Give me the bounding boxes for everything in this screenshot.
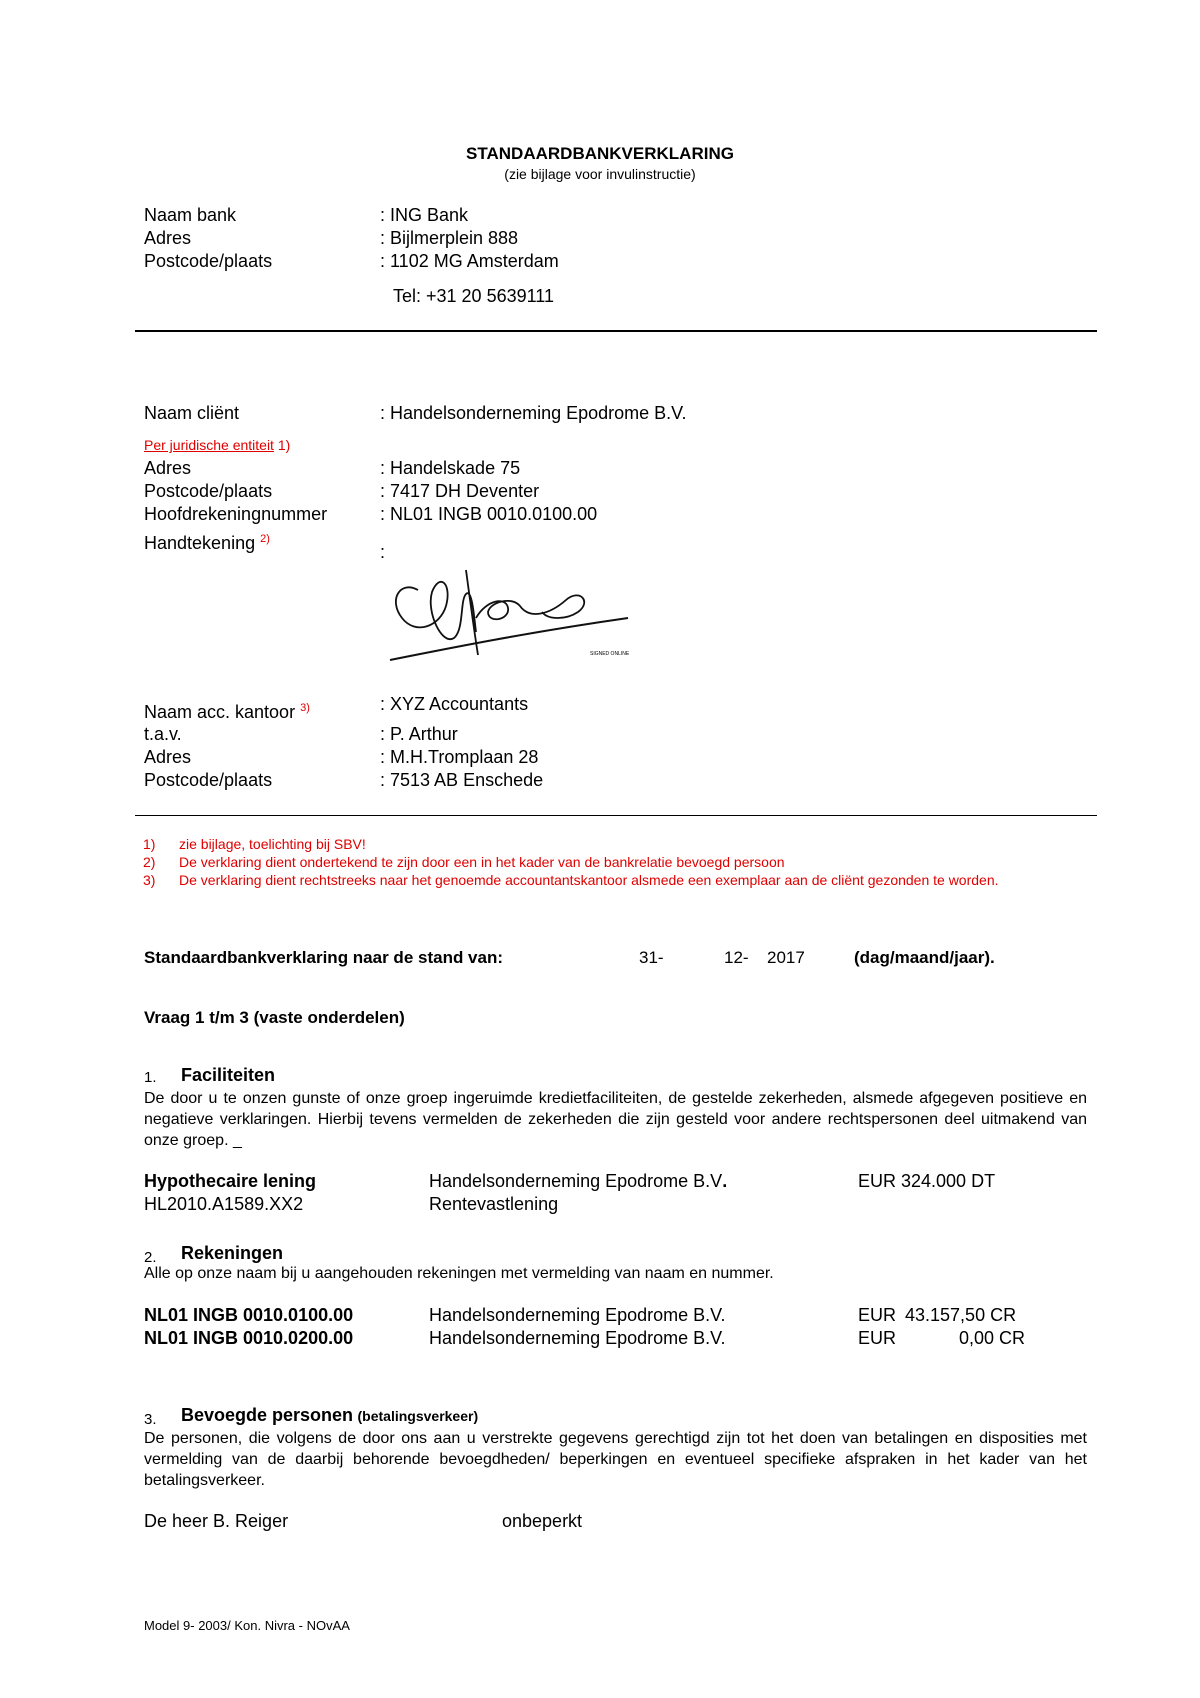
section1-text <box>144 1088 1087 1151</box>
section2-text: Alle op onze naam bij u aangehouden rekeningen met vermelding van naam en nummer. <box>144 1265 774 1282</box>
signature-colon: : <box>380 542 386 562</box>
client-name-value: : Handelsonderneming Epodrome B.V. <box>380 403 687 423</box>
facility-name: Hypothecaire lening <box>144 1171 317 1191</box>
signature-label <box>144 533 270 554</box>
accountant-office-ref: 3) <box>300 702 310 714</box>
account-amount: 43.157,50 CR <box>905 1305 1017 1325</box>
client-account-label: Hoofdrekeningnummer <box>144 504 328 524</box>
section1-number: 1. <box>144 1069 157 1086</box>
footnote-text: De verklaring dient ondertekend te zijn door een in het kader van de bankrelatie bevoegd persoon <box>179 854 785 870</box>
client-address-label: Adres <box>144 458 192 478</box>
footnote-text: zie bijlage, toelichting bij SBV! <box>179 836 366 852</box>
authorized-person: De heer B. Reiger <box>144 1511 289 1531</box>
accountant-office-label <box>144 702 310 723</box>
account-number: NL01 INGB 0010.0200.00 <box>144 1328 354 1348</box>
section2-number: 2. <box>144 1249 157 1266</box>
accountant-office-value: : XYZ Accountants <box>380 694 529 714</box>
questions-heading: Vraag 1 t/m 3 (vaste onderdelen) <box>144 1008 405 1027</box>
accountant-attn-value: : P. Arthur <box>380 724 458 744</box>
client-account-value: : NL01 INGB 0010.0100.00 <box>380 504 598 524</box>
accountant-postal-label: Postcode/plaats <box>144 770 273 790</box>
footnote-number: 2) <box>143 854 156 870</box>
document-title: STANDAARDBANKVERKLARING <box>466 144 734 163</box>
bank-telephone: Tel: +31 20 5639111 <box>393 286 554 306</box>
statement-date-label: Standaardbankverklaring naar de stand van: <box>144 948 504 967</box>
section3-text: De personen, die volgens de door ons aan u verstrekte gegevens gerechtigd zijn tot het doen van betalingen en disposities met vermelding van de daarbij behorende bevoegdheden/ beperkingen en eventueel specifieke afspraken in het kader van het betalingsverkeer. <box>144 1430 1087 1489</box>
section1-title: Faciliteiten <box>181 1065 276 1085</box>
accountant-office-label-text: Naam acc. kantoor <box>144 702 296 722</box>
divider-top <box>135 330 1097 332</box>
page-footer: Model 9- 2003/ Kon. Nivra - NOvAA <box>144 1618 350 1633</box>
facility-amount: EUR 324.000 DT <box>858 1171 996 1191</box>
accountant-address-value: : M.H.Tromplaan 28 <box>380 747 539 767</box>
footnote-text: De verklaring dient rechtstreeks naar het genoemde accountantskantoor alsmede een exemplaar aan de cliënt gezonden te worden. <box>179 872 999 888</box>
bank-name-value: : ING Bank <box>380 205 469 225</box>
facility-reference: HL2010.A1589.XX2 <box>144 1194 304 1214</box>
entity-note-text: Per juridische entiteit <box>144 437 274 453</box>
client-postal-value: : 7417 DH Deventer <box>380 481 540 501</box>
bank-postal-value: : 1102 MG Amsterdam <box>380 251 559 271</box>
account-holder: Handelsonderneming Epodrome B.V. <box>429 1328 726 1348</box>
statement-year: 2017 <box>767 948 805 967</box>
client-postal-label: Postcode/plaats <box>144 481 273 501</box>
statement-date-format: (dag/maand/jaar). <box>854 948 995 967</box>
bank-address-label: Adres <box>144 228 192 248</box>
account-holder: Handelsonderneming Epodrome B.V. <box>429 1305 726 1325</box>
section1-text-suffix: _ <box>232 1132 242 1149</box>
section3-title-text: Bevoegde personen <box>181 1405 354 1425</box>
statement-month: 12- <box>724 948 749 967</box>
section3-title-note: (betalingsverkeer) <box>357 1408 479 1424</box>
handwritten-signature <box>380 560 640 670</box>
accountant-attn-label: t.a.v. <box>144 724 182 744</box>
section2-title: Rekeningen <box>181 1243 284 1263</box>
accountant-postal-value: : 7513 AB Enschede <box>380 770 544 790</box>
signature-watermark: SIGNED ONLINE <box>590 651 630 657</box>
footnote-number: 1) <box>143 836 156 852</box>
section3-title <box>181 1405 478 1426</box>
authorized-person-authority: onbeperkt <box>502 1511 583 1531</box>
footnote-number: 3) <box>143 872 156 888</box>
facility-type: Rentevastlening <box>429 1194 559 1214</box>
accountant-address-label: Adres <box>144 747 192 767</box>
account-currency: EUR <box>858 1305 897 1325</box>
entity-note <box>144 437 290 453</box>
facility-holder-dot: . <box>722 1171 728 1191</box>
facility-holder <box>429 1171 727 1192</box>
account-amount: 0,00 CR <box>959 1328 1026 1348</box>
bank-name-label: Naam bank <box>144 205 237 225</box>
client-name-label: Naam cliënt <box>144 403 240 423</box>
document-subtitle: (zie bijlage voor invulinstructie) <box>504 166 696 182</box>
bank-address-value: : Bijlmerplein 888 <box>380 228 519 248</box>
signature-label-text: Handtekening <box>144 533 256 553</box>
account-currency: EUR <box>858 1328 897 1348</box>
statement-day: 31- <box>639 948 664 967</box>
divider-bottom <box>135 815 1097 816</box>
client-address-value: : Handelskade 75 <box>380 458 521 478</box>
signature-ref: 2) <box>260 533 270 545</box>
facility-holder-text: Handelsonderneming Epodrome B.V <box>429 1171 723 1191</box>
entity-note-ref: 1) <box>277 437 291 453</box>
account-number: NL01 INGB 0010.0100.00 <box>144 1305 354 1325</box>
section3-number: 3. <box>144 1411 157 1428</box>
section1-text-body: De door u te onzen gunste of onze groep ingeruimde kredietfaciliteiten, de gestelde zekerheden, alsmede afgegeven positieve en negatieve verklaringen. Hierbij tevens vermelden de zekerheden die zijn gesteld voor andere rechtspersonen deel uitmakend van onze groep. <box>144 1090 1087 1149</box>
bank-postal-label: Postcode/plaats <box>144 251 273 271</box>
